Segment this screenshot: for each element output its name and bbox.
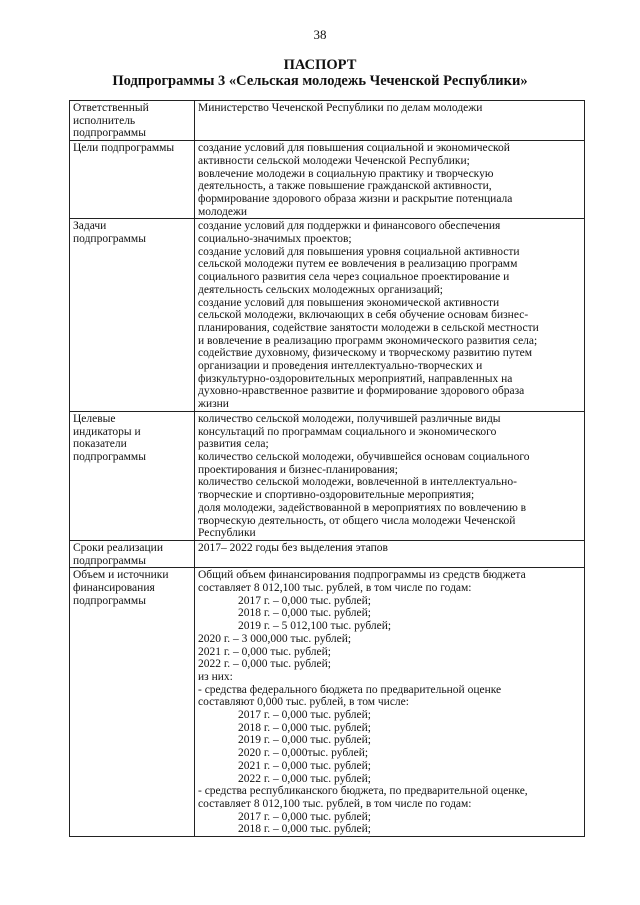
row-value-line: физкультурно-оздоровительных мероприятий, направленных на xyxy=(198,372,513,385)
row-value-line: 2018 г. – 0,000 тыс. рублей; xyxy=(238,607,371,620)
row-value-line: 2020 г. – 0,000тыс. рублей; xyxy=(238,747,369,760)
passport-row xyxy=(70,540,585,567)
row-label-cell xyxy=(70,141,195,219)
row-label-cell xyxy=(70,101,195,141)
row-value-line: Общий объем финансирования подпрограммы из средств бюджета xyxy=(198,569,526,582)
row-value-line: деятельность сельских молодежных организаций; xyxy=(198,283,443,296)
row-value-line: 2017 г. – 0,000 тыс. рублей; xyxy=(238,594,371,607)
row-value-line: 2017– 2022 годы без выделения этапов xyxy=(198,541,388,554)
row-label-line: подпрограммы xyxy=(73,450,146,463)
row-label-line: Ответственный xyxy=(73,102,149,114)
row-value-cell xyxy=(195,219,585,412)
row-value-cell xyxy=(195,411,585,540)
row-label-line: Сроки реализации xyxy=(73,541,163,554)
row-value-line: 2019 г. – 0,000 тыс. рублей; xyxy=(238,734,371,747)
passport-row xyxy=(70,219,585,412)
row-label-cell xyxy=(70,411,195,540)
row-value-line: сельской молодежи путем ее вовлечения в реализацию программ xyxy=(198,258,518,271)
row-value-line: из них: xyxy=(198,670,233,683)
row-value-line: жизни xyxy=(198,398,229,411)
row-value-line: 2021 г. – 0,000 тыс. рублей; xyxy=(198,645,331,658)
passport-row xyxy=(70,141,585,219)
row-label-line: Задачи xyxy=(73,220,107,233)
row-value-line: 2017 г. – 0,000 тыс. рублей; xyxy=(238,810,371,823)
row-label-line: финансирования xyxy=(73,582,155,595)
row-value-line: организации и проведения интеллектуально-творческих и xyxy=(198,360,483,373)
row-value-line: консультаций по программам социального и экономического xyxy=(198,425,497,438)
row-value-line: - средства федерального бюджета по предварительной оценке xyxy=(198,683,502,696)
row-value-line: молодежи xyxy=(198,205,248,218)
row-value-line: 2022 г. – 0,000 тыс. рублей; xyxy=(198,658,331,671)
row-value-line: 2020 г. – 3 000,000 тыс. рублей; xyxy=(198,632,352,645)
row-value-line: и вовлечение в реализацию программ экономического развития села; xyxy=(198,334,538,347)
row-value-line: Республики xyxy=(198,527,256,540)
row-value-line: проектирования и бизнес-планирования; xyxy=(198,463,398,476)
row-label-line: индикаторы и xyxy=(73,425,141,438)
row-value-line: создание условий для повышения экономической активности xyxy=(198,296,500,309)
row-value-line: 2018 г. – 0,000 тыс. рублей; xyxy=(238,721,371,734)
row-value-line: планирования, содействие занятости молодежи в сельской местности xyxy=(198,321,539,334)
row-value-line: создание условий для повышения социальной и экономической xyxy=(198,142,510,155)
row-label-line: подпрограммы xyxy=(73,554,146,567)
row-value-line: доля молодежи, задействованной в мероприятиях по вовлечению в xyxy=(198,501,527,514)
row-value-line: духовно-нравственное развитие и формирование здорового образа xyxy=(198,385,525,398)
passport-table-body xyxy=(70,101,585,837)
passport-table xyxy=(69,100,585,837)
page-number: 38 xyxy=(313,27,327,42)
row-value-line: составляет 8 012,100 тыс. рублей, в том числе по годам: xyxy=(198,797,472,810)
passport-row xyxy=(70,411,585,540)
row-value-line: 2021 г. – 0,000 тыс. рублей; xyxy=(238,759,371,772)
row-value-line: Министерство Чеченской Республики по делам молодежи xyxy=(198,102,483,114)
row-value-line: составляют 0,000 тыс. рублей, в том числе: xyxy=(198,696,409,709)
row-label-line: Объем и источники xyxy=(73,569,169,582)
row-label-line: Целевые xyxy=(73,412,116,425)
row-label-cell xyxy=(70,219,195,412)
row-label-line: подпрограммы xyxy=(73,127,146,140)
row-value-line: содействие духовному, физическому и творческому развитию путем xyxy=(198,347,533,360)
row-value-line: социально-значимых проектов; xyxy=(198,233,352,246)
row-value-line: творческие и спортивно-оздоровительные мероприятия; xyxy=(198,489,475,502)
row-value-line: 2019 г. – 5 012,100 тыс. рублей; xyxy=(238,620,392,633)
row-label-line: подпрограммы xyxy=(73,233,146,246)
title-line-1: ПАСПОРТ xyxy=(283,57,357,73)
row-value-line: формирование здорового образа жизни и раскрытие потенциала xyxy=(198,192,513,205)
row-value-line: развития села; xyxy=(198,438,269,451)
row-label-line: подпрограммы xyxy=(73,594,146,607)
row-value-line: творческую деятельность, от общего числа молодежи Чеченской xyxy=(198,514,516,527)
row-label-line: показатели xyxy=(73,438,127,451)
row-value-line: создание условий для поддержки и финансового обеспечения xyxy=(198,220,501,233)
row-label-cell xyxy=(70,568,195,837)
row-value-cell xyxy=(195,141,585,219)
row-value-line: составляет 8 012,100 тыс. рублей, в том числе по годам: xyxy=(198,582,472,595)
row-value-line: 2018 г. – 0,000 тыс. рублей; xyxy=(238,823,371,836)
passport-row xyxy=(70,568,585,837)
row-value-cell xyxy=(195,568,585,837)
row-value-line: активности сельской молодежи Чеченской Республики; xyxy=(198,154,470,167)
passport-row xyxy=(70,101,585,141)
row-value-line: социального развития села через социальное проектирование и xyxy=(198,271,510,284)
document-title xyxy=(0,57,640,89)
title-line-2: Подпрограммы 3 «Сельская молодежь Чеченской Республики» xyxy=(112,73,528,89)
row-value-cell xyxy=(195,101,585,141)
row-value-line: создание условий для повышения уровня социальной активности xyxy=(198,245,520,258)
row-label-line: исполнитель xyxy=(73,114,136,127)
row-value-line: количество сельской молодежи, получившей различные виды xyxy=(198,412,501,425)
row-value-line: количество сельской молодежи, обучившейся основам социального xyxy=(198,450,530,463)
row-value-line: вовлечение молодежи в социальную практику и творческую xyxy=(198,167,494,180)
row-value-cell xyxy=(195,540,585,567)
row-value-line: деятельность, а также повышение гражданской активности, xyxy=(198,180,492,193)
row-value-line: 2022 г. – 0,000 тыс. рублей; xyxy=(238,772,371,785)
row-value-line: количество сельской молодежи, вовлеченной в интеллектуально- xyxy=(198,476,517,489)
row-value-line: 2017 г. – 0,000 тыс. рублей; xyxy=(238,709,371,722)
row-value-line: - средства республиканского бюджета, по предварительной оценке, xyxy=(198,785,528,798)
row-label-cell xyxy=(70,540,195,567)
row-label-line: Цели подпрограммы xyxy=(73,142,175,155)
row-value-line: сельской молодежи, включающих в себя обучение основам бизнес- xyxy=(198,309,529,322)
